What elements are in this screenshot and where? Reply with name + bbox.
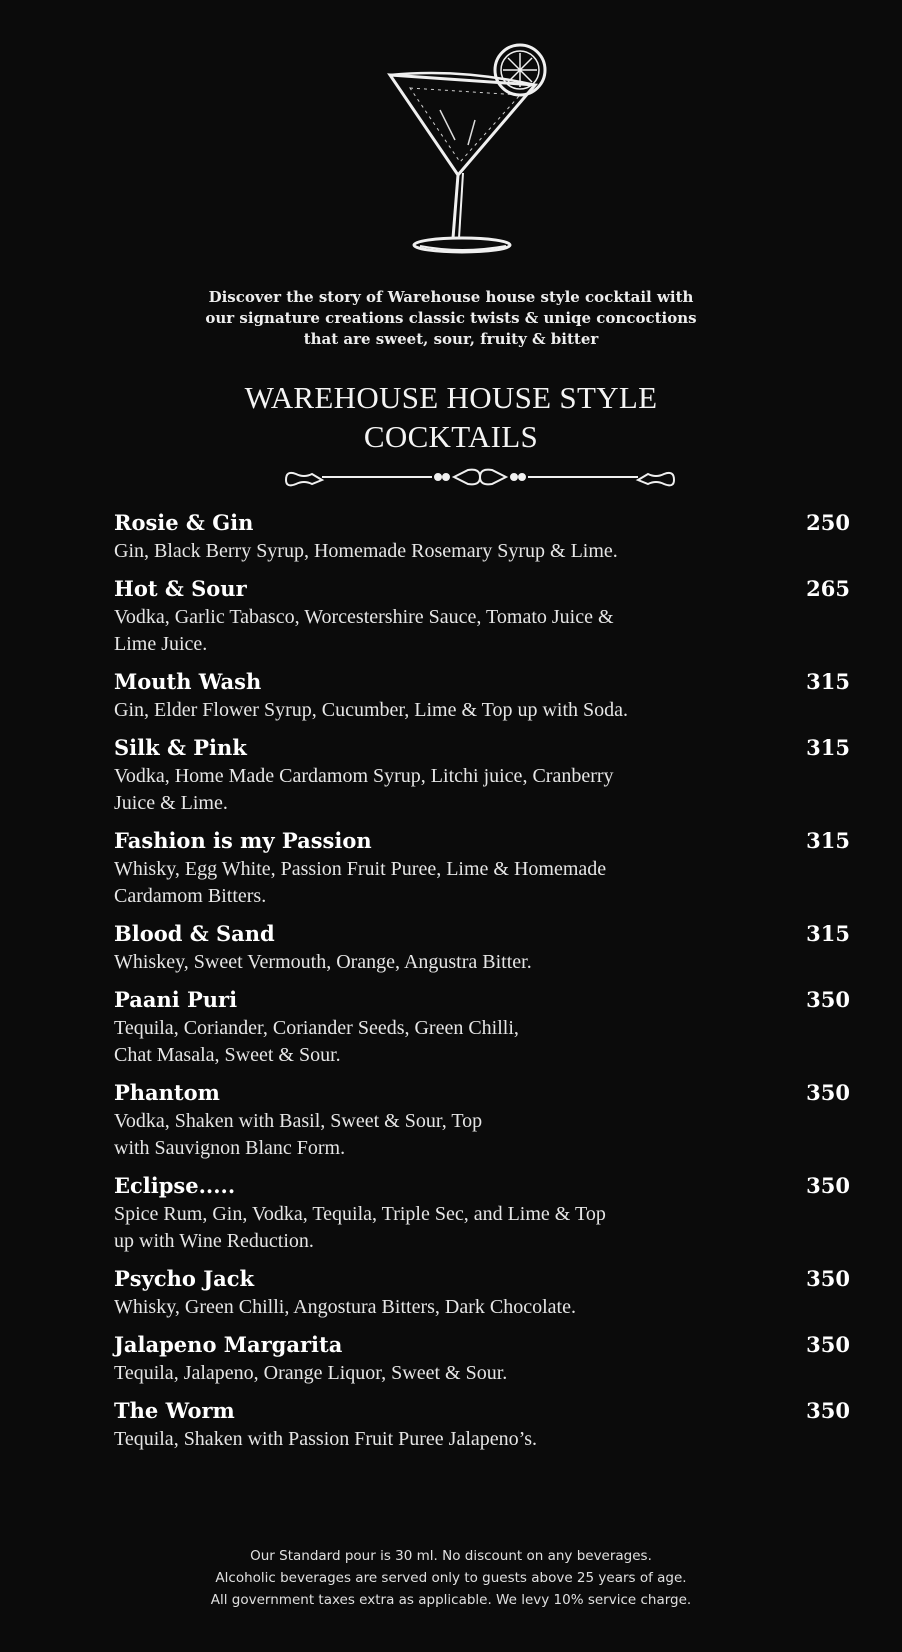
menu-item (114, 508, 850, 565)
menu-item-price: 350 (806, 1398, 850, 1423)
menu-item-price: 350 (806, 1173, 850, 1198)
menu-item-header (114, 574, 850, 604)
menu-item-header (114, 985, 850, 1015)
menu-item (114, 1078, 850, 1162)
menu-item-description-line: Whiskey, Sweet Vermouth, Orange, Angustra Bitter. (114, 951, 532, 973)
menu-item-description-line: Gin, Elder Flower Syrup, Cucumber, Lime & Top up with Soda. (114, 699, 629, 721)
menu-item-description-line: Vodka, Garlic Tabasco, Worcestershire Sauce, Tomato Juice & (114, 606, 614, 628)
menu-item-name: Psycho Jack (114, 1266, 255, 1291)
menu-item-description (114, 1294, 794, 1321)
menu-item (114, 1264, 850, 1321)
menu-item-description-line: Tequila, Coriander, Coriander Seeds, Green Chilli, (114, 1017, 519, 1039)
menu-item-description (114, 1015, 794, 1069)
menu-item-description (114, 856, 794, 910)
intro-line: that are sweet, sour, fruity & bitter (303, 330, 599, 348)
menu-item-description (114, 697, 794, 724)
menu-item-description-line: Cardamom Bitters. (114, 885, 267, 907)
menu-item (114, 1330, 850, 1387)
footer-line: All government taxes extra as applicable. We levy 10% service charge. (210, 1592, 692, 1608)
menu-item-description-line: Whisky, Green Chilli, Angostura Bitters, Dark Chocolate. (114, 1296, 576, 1318)
menu-item-description-line: Lime Juice. (114, 633, 208, 655)
section-title-line: COCKTAILS (363, 419, 539, 454)
menu-item-price: 265 (806, 576, 850, 601)
menu-item-price: 350 (806, 987, 850, 1012)
menu-item-header (114, 826, 850, 856)
menu-item-price: 315 (806, 921, 850, 946)
menu-item-name: Silk & Pink (114, 735, 247, 760)
menu-item-description (114, 538, 794, 565)
menu-item-header (114, 919, 850, 949)
menu-item-name: Phantom (114, 1080, 220, 1105)
menu-item-description-line: with Sauvignon Blanc Form. (114, 1137, 346, 1159)
menu-item-description-line: Whisky, Egg White, Passion Fruit Puree, Lime & Homemade (114, 858, 607, 880)
menu-item-name: Eclipse..... (114, 1173, 236, 1198)
menu-item-description (114, 1201, 794, 1255)
cocktail-list (114, 508, 850, 1462)
menu-item-description-line: Chat Masala, Sweet & Sour. (114, 1044, 341, 1066)
menu-item-description-line: Juice & Lime. (114, 792, 228, 814)
footer-line: Our Standard pour is 30 ml. No discount on any beverages. (250, 1548, 652, 1564)
menu-item-description-line: Vodka, Shaken with Basil, Sweet & Sour, Top (114, 1110, 483, 1132)
menu-item-name: Paani Puri (114, 987, 238, 1012)
menu-item-name: Blood & Sand (114, 921, 275, 946)
intro-line: our signature creations classic twists & uniqe concoctions (205, 309, 697, 327)
menu-item-header (114, 508, 850, 538)
menu-item-price: 250 (806, 510, 850, 535)
footer-line: Alcoholic beverages are served only to guests above 25 years of age. (215, 1570, 687, 1586)
menu-item-price: 315 (806, 828, 850, 853)
menu-item-description (114, 1360, 794, 1387)
menu-item-price: 350 (806, 1266, 850, 1291)
menu-item-description (114, 1426, 794, 1453)
menu-item-name: Hot & Sour (114, 576, 247, 601)
martini-glass-icon (380, 40, 580, 270)
menu-item-header (114, 1171, 850, 1201)
menu-item-name: The Worm (114, 1398, 235, 1423)
menu-item-price: 350 (806, 1332, 850, 1357)
section-title (0, 378, 902, 456)
menu-item-name: Jalapeno Margarita (114, 1332, 343, 1357)
menu-item-description-line: Gin, Black Berry Syrup, Homemade Rosemary Syrup & Lime. (114, 540, 618, 562)
menu-item-description (114, 604, 794, 658)
menu-item-header (114, 1264, 850, 1294)
menu-item-header (114, 1330, 850, 1360)
menu-item (114, 574, 850, 658)
menu-item-description-line: up with Wine Reduction. (114, 1230, 314, 1252)
menu-item (114, 733, 850, 817)
menu-item-header (114, 1396, 850, 1426)
menu-item (114, 826, 850, 910)
menu-item-price: 350 (806, 1080, 850, 1105)
menu-item-description (114, 1108, 794, 1162)
menu-item-price: 315 (806, 735, 850, 760)
intro-line: Discover the story of Warehouse house style cocktail with (208, 288, 694, 306)
ornamental-divider-icon (282, 466, 678, 488)
footer-notes (0, 1545, 902, 1611)
menu-item (114, 919, 850, 976)
menu-item-description (114, 763, 794, 817)
menu-item-name: Mouth Wash (114, 669, 262, 694)
section-title-line: WAREHOUSE HOUSE STYLE (244, 380, 658, 415)
menu-item-description-line: Tequila, Shaken with Passion Fruit Puree Jalapeno’s. (114, 1428, 537, 1450)
intro-text (0, 287, 902, 350)
menu-item-header (114, 1078, 850, 1108)
menu-item-price: 315 (806, 669, 850, 694)
menu-item-description-line: Tequila, Jalapeno, Orange Liquor, Sweet & Sour. (114, 1362, 508, 1384)
menu-item (114, 1171, 850, 1255)
menu-item-name: Fashion is my Passion (114, 828, 372, 853)
menu-item-description-line: Spice Rum, Gin, Vodka, Tequila, Triple Sec, and Lime & Top (114, 1203, 606, 1225)
menu-item-description-line: Vodka, Home Made Cardamom Syrup, Litchi juice, Cranberry (114, 765, 614, 787)
menu-item-name: Rosie & Gin (114, 510, 254, 535)
menu-item (114, 985, 850, 1069)
menu-item-header (114, 667, 850, 697)
menu-item-description (114, 949, 794, 976)
menu-item-header (114, 733, 850, 763)
menu-item (114, 1396, 850, 1453)
menu-item (114, 667, 850, 724)
